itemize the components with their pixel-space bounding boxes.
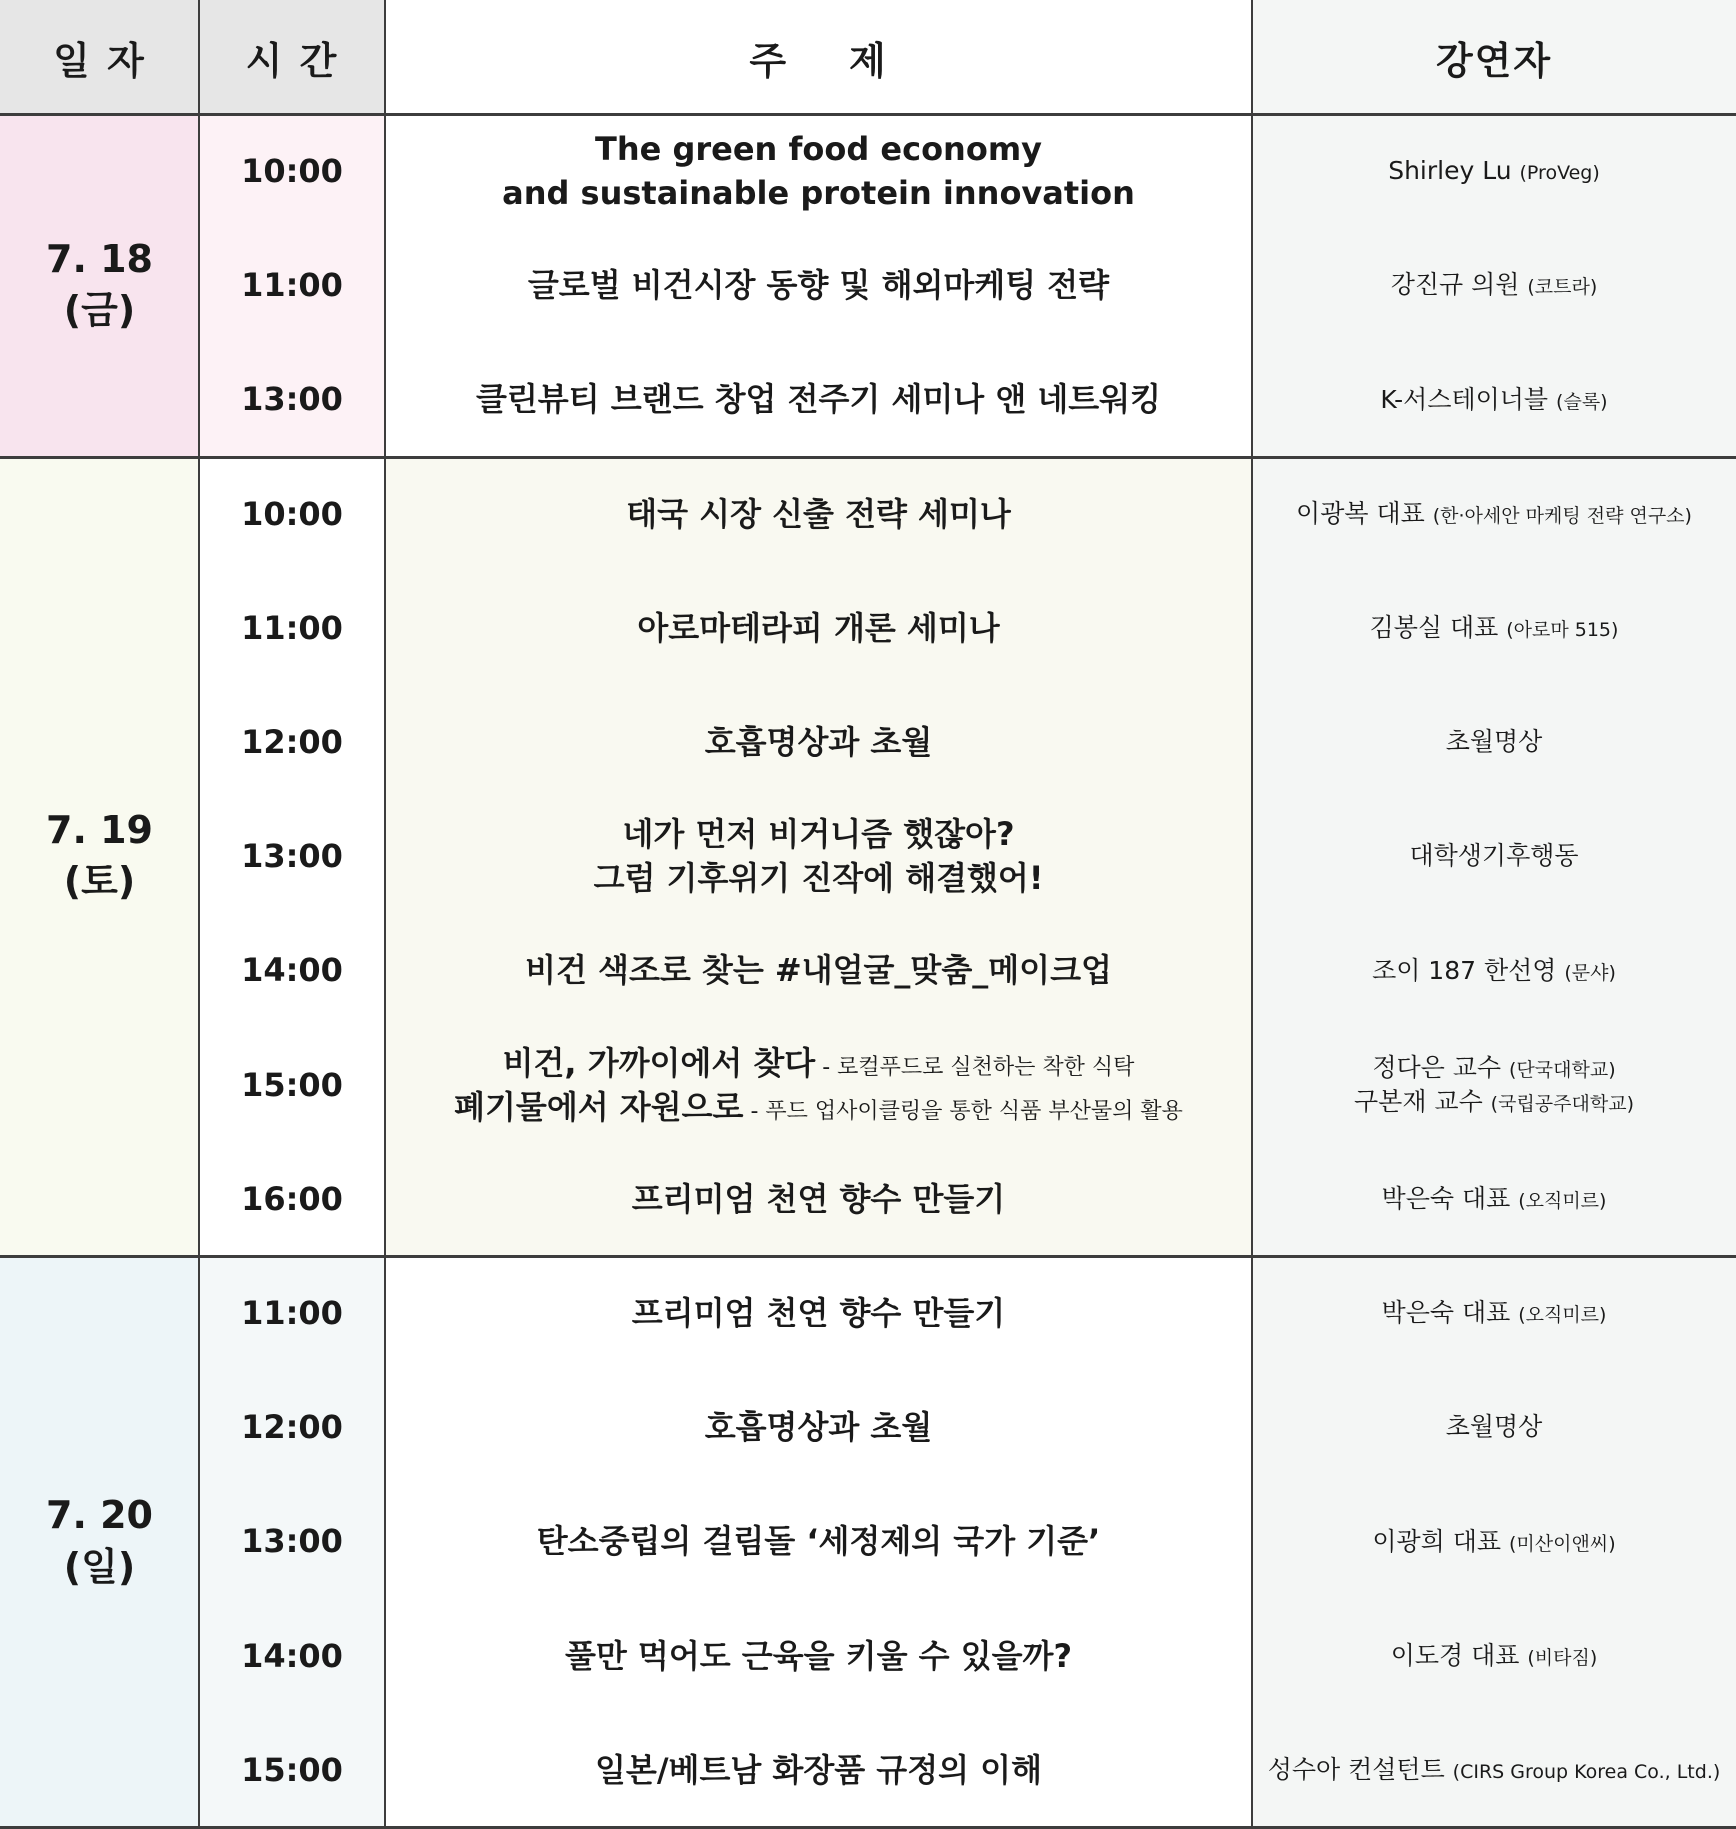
speaker-name: 조이 187 한선영 bbox=[1372, 955, 1557, 985]
speaker-cell bbox=[1252, 228, 1736, 342]
topic-line: 일본/베트남 화장품 규정의 이해 bbox=[595, 1750, 1042, 1789]
time-cell: 10:00 bbox=[199, 457, 385, 571]
header-topic: 주 제 bbox=[385, 0, 1252, 114]
speaker-cell bbox=[1252, 1713, 1736, 1827]
topic-cell bbox=[385, 1484, 1252, 1598]
time-cell: 11:00 bbox=[199, 571, 385, 685]
speaker-cell bbox=[1252, 1142, 1736, 1256]
header-speaker: 강연자 bbox=[1252, 0, 1736, 114]
speaker-org: (미산이앤씨) bbox=[1509, 1532, 1616, 1555]
speaker-name: 강진규 의원 bbox=[1390, 270, 1520, 300]
speaker-line bbox=[1409, 839, 1578, 873]
topic-cell bbox=[385, 342, 1252, 456]
topic-line bbox=[503, 1041, 1135, 1085]
speaker-name: 박은숙 대표 bbox=[1381, 1184, 1511, 1214]
time-cell: 16:00 bbox=[199, 1142, 385, 1256]
time-cell: 15:00 bbox=[199, 1028, 385, 1142]
date-cell bbox=[0, 1256, 199, 1827]
day-divider bbox=[0, 456, 1736, 459]
speaker-org: (오직미르) bbox=[1518, 1190, 1607, 1213]
date-cell bbox=[0, 114, 199, 457]
column-divider bbox=[384, 0, 386, 1829]
speaker-line bbox=[1388, 154, 1600, 188]
speaker-cell bbox=[1252, 1028, 1736, 1142]
topic-cell bbox=[385, 1028, 1252, 1142]
speaker-org: (비타짐) bbox=[1527, 1646, 1598, 1669]
speaker-name: 대학생기후행동 bbox=[1409, 841, 1579, 871]
speaker-org: (ProVeg) bbox=[1519, 162, 1600, 185]
speaker-name: 이도경 대표 bbox=[1390, 1640, 1520, 1670]
speaker-name: 초월명상 bbox=[1445, 727, 1543, 757]
topic-line: 글로벌 비건시장 동향 및 해외마케팅 전략 bbox=[527, 266, 1110, 305]
date-cell bbox=[0, 457, 199, 1256]
time-cell: 12:00 bbox=[199, 685, 385, 799]
speaker-line bbox=[1372, 1051, 1615, 1085]
speaker-cell bbox=[1252, 685, 1736, 799]
topic-line: 프리미엄 천연 향수 만들기 bbox=[631, 1179, 1006, 1218]
speaker-line bbox=[1446, 1410, 1543, 1444]
speaker-name: Shirley Lu bbox=[1388, 156, 1512, 186]
topic-line: 탄소중립의 걸림돌 ‘세정제의 국가 기준’ bbox=[536, 1522, 1101, 1561]
topic-line: and sustainable protein innovation bbox=[502, 174, 1135, 213]
topic-line: 호흡명상과 초월 bbox=[704, 1408, 933, 1447]
speaker-org: (오직미르) bbox=[1518, 1304, 1607, 1327]
speaker-line bbox=[1372, 1525, 1615, 1559]
topic-cell bbox=[385, 457, 1252, 571]
speaker-name: 초월명상 bbox=[1445, 1412, 1543, 1442]
topic-cell bbox=[385, 799, 1252, 913]
speaker-cell bbox=[1252, 913, 1736, 1027]
header-time: 시 간 bbox=[199, 0, 385, 114]
time-cell: 11:00 bbox=[199, 228, 385, 342]
speaker-org: (문샤) bbox=[1564, 961, 1616, 984]
speaker-cell bbox=[1252, 1599, 1736, 1713]
date-label: 7. 18 bbox=[46, 237, 153, 281]
topic-subtitle: - 푸드 업사이클링을 통한 식품 부산물의 활용 bbox=[743, 1098, 1183, 1124]
speaker-cell bbox=[1252, 799, 1736, 913]
speaker-name: 성수아 컨설턴트 bbox=[1267, 1755, 1445, 1785]
topic-cell bbox=[385, 228, 1252, 342]
topic-line: 네가 먼저 비거니즘 했잖아? bbox=[622, 815, 1015, 854]
topic-cell bbox=[385, 1142, 1252, 1256]
time-cell: 13:00 bbox=[199, 799, 385, 913]
time-cell: 15:00 bbox=[199, 1713, 385, 1827]
time-cell: 12:00 bbox=[199, 1370, 385, 1484]
topic-line: 비건 색조로 찾는 #내얼굴_맞춤_메이크업 bbox=[525, 951, 1112, 990]
topic-cell bbox=[385, 913, 1252, 1027]
speaker-cell bbox=[1252, 1484, 1736, 1598]
topic-line: 프리미엄 천연 향수 만들기 bbox=[631, 1294, 1006, 1333]
speaker-cell bbox=[1252, 1256, 1736, 1370]
speaker-org: (아로마 515) bbox=[1506, 619, 1619, 642]
column-divider bbox=[1251, 0, 1253, 1829]
topic-cell bbox=[385, 1713, 1252, 1827]
column-divider bbox=[198, 0, 200, 1829]
date-label: 7. 20 bbox=[46, 1493, 153, 1538]
speaker-name: 박은숙 대표 bbox=[1381, 1298, 1511, 1328]
header-date: 일 자 bbox=[0, 0, 199, 114]
speaker-name: 구본재 교수 bbox=[1354, 1086, 1483, 1116]
time-cell: 13:00 bbox=[199, 342, 385, 456]
speaker-name: 정다은 교수 bbox=[1372, 1052, 1502, 1082]
speaker-cell bbox=[1252, 1370, 1736, 1484]
time-cell: 14:00 bbox=[199, 913, 385, 1027]
speaker-line bbox=[1382, 1182, 1607, 1216]
speaker-line bbox=[1391, 1639, 1598, 1673]
speaker-line bbox=[1372, 954, 1616, 988]
speaker-cell bbox=[1252, 571, 1736, 685]
speaker-org: (단국대학교) bbox=[1509, 1058, 1616, 1081]
weekday-label: (토) bbox=[63, 859, 136, 904]
speaker-org: (슬록) bbox=[1556, 390, 1608, 413]
topic-line: 그럼 기후위기 진작에 해결했어! bbox=[593, 859, 1044, 898]
topic-cell bbox=[385, 1599, 1252, 1713]
topic-line: 태국 시장 신출 전략 세미나 bbox=[626, 494, 1011, 533]
day-divider bbox=[0, 113, 1736, 116]
topic-cell bbox=[385, 685, 1252, 799]
topic-line: 호흡명상과 초월 bbox=[704, 723, 933, 762]
day-divider bbox=[0, 1255, 1736, 1258]
topic-main: 폐기물에서 자원으로 bbox=[454, 1087, 744, 1126]
speaker-cell bbox=[1252, 342, 1736, 456]
topic-subtitle: - 로컬푸드로 실천하는 착한 식탁 bbox=[815, 1054, 1135, 1080]
topic-cell bbox=[385, 571, 1252, 685]
speaker-line bbox=[1268, 1753, 1721, 1787]
speaker-org: (코트라) bbox=[1527, 276, 1598, 299]
speaker-cell bbox=[1252, 114, 1736, 228]
speaker-name: 김봉실 대표 bbox=[1369, 613, 1499, 643]
weekday-label: (금) bbox=[63, 288, 136, 333]
topic-line: 아로마테라피 개론 세미나 bbox=[637, 608, 1000, 647]
time-cell: 10:00 bbox=[199, 114, 385, 228]
topic-cell bbox=[385, 1256, 1252, 1370]
time-cell: 13:00 bbox=[199, 1484, 385, 1598]
speaker-line bbox=[1446, 725, 1543, 759]
topic-line: 클린뷰티 브랜드 창업 전주기 세미나 앤 네트워킹 bbox=[475, 380, 1162, 419]
speaker-name: K-서스테이너블 bbox=[1380, 384, 1549, 414]
speaker-name: 이광희 대표 bbox=[1372, 1526, 1502, 1556]
topic-cell bbox=[385, 1370, 1252, 1484]
speaker-org: (국립공주대학교) bbox=[1490, 1092, 1634, 1115]
topic-line: 풀만 먹어도 근육을 키울 수 있을까? bbox=[564, 1636, 1073, 1675]
speaker-name: 이광복 대표 bbox=[1296, 498, 1425, 528]
topic-main: 비건, 가까이에서 찾다 bbox=[502, 1043, 816, 1082]
time-cell: 11:00 bbox=[199, 1256, 385, 1370]
time-cell: 14:00 bbox=[199, 1599, 385, 1713]
topic-line bbox=[454, 1085, 1183, 1129]
topic-line: The green food economy bbox=[594, 129, 1043, 168]
speaker-line bbox=[1370, 611, 1619, 645]
speaker-line bbox=[1382, 1296, 1607, 1330]
speaker-org: (한·아세안 마케팅 전략 연구소) bbox=[1432, 504, 1692, 527]
speaker-line bbox=[1296, 497, 1692, 531]
date-label: 7. 19 bbox=[46, 807, 153, 852]
speaker-line bbox=[1354, 1085, 1634, 1119]
speaker-line bbox=[1391, 268, 1598, 302]
weekday-label: (일) bbox=[63, 1544, 136, 1589]
speaker-org: (CIRS Group Korea Co., Ltd.) bbox=[1452, 1761, 1721, 1784]
topic-cell bbox=[385, 114, 1252, 228]
speaker-line bbox=[1380, 383, 1607, 417]
speaker-cell bbox=[1252, 457, 1736, 571]
